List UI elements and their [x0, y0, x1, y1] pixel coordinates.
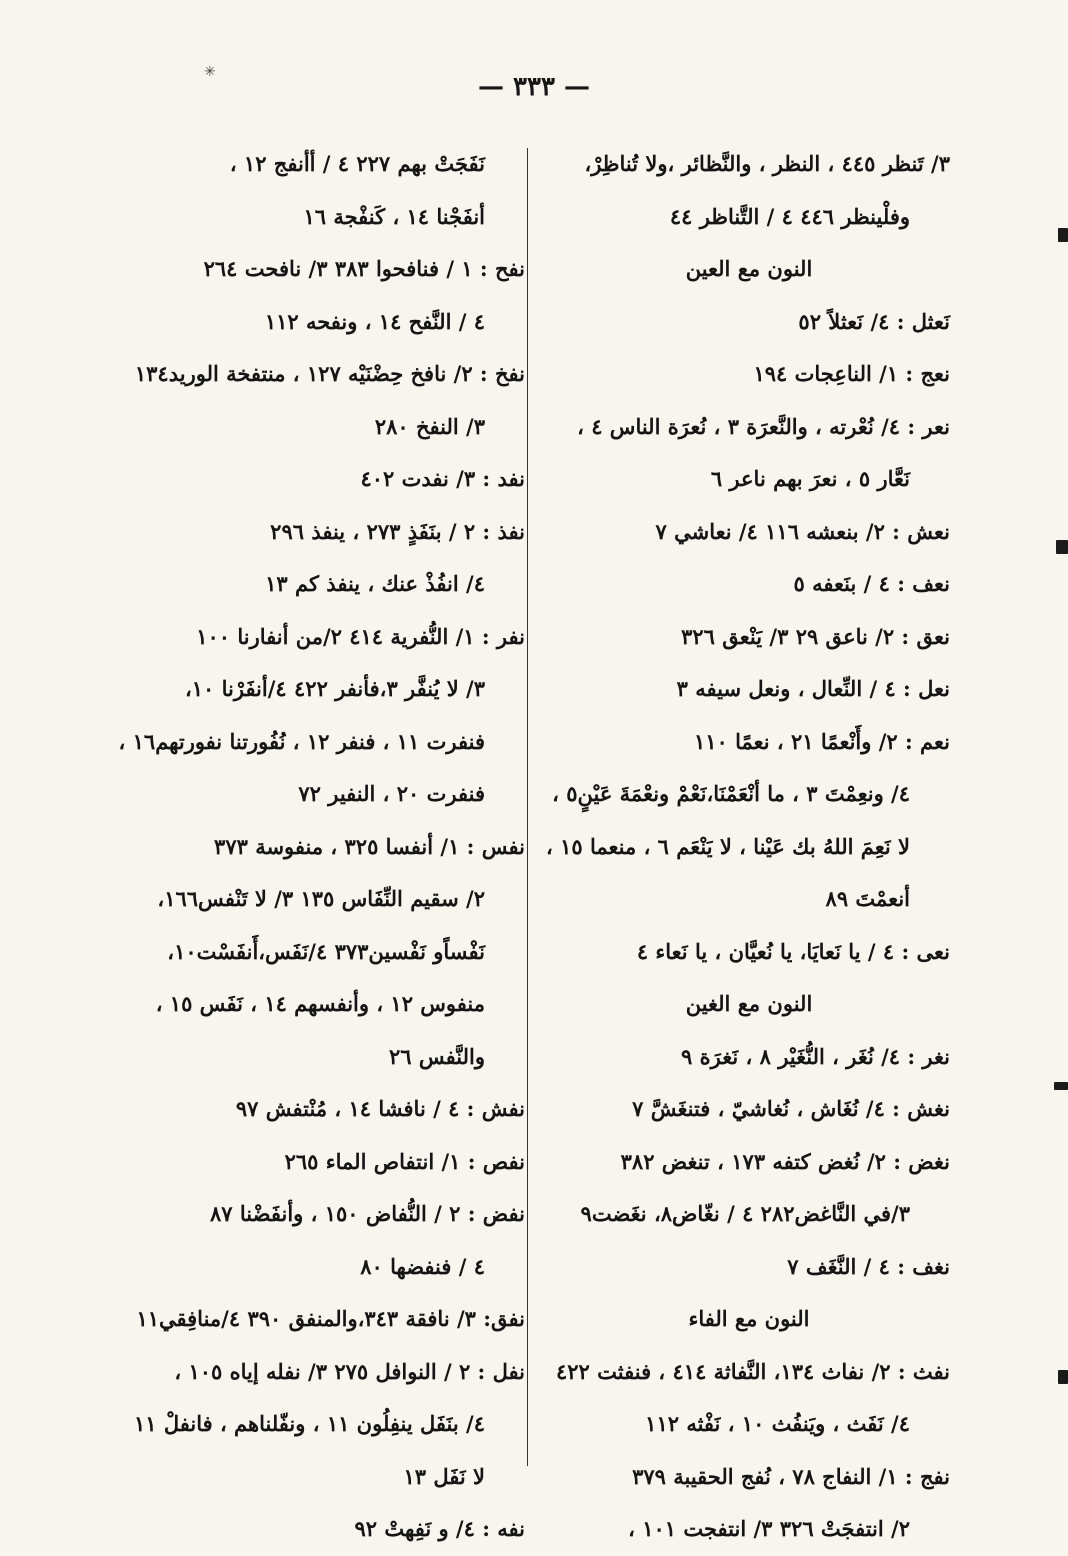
edge-mark-icon	[1058, 1370, 1068, 1384]
entry-line: نفش : ٤ / نافشا ١٤ ، مُنْتفش ٩٧	[235, 1096, 525, 1121]
entry-line: ٤ / فنفضها ٨٠	[360, 1253, 485, 1279]
section-heading: النون مع الغين	[685, 991, 813, 1016]
entry-line: نفح : ١ / فنافحوا ٣٨٣ ٣/ نافحت ٢٦٤	[203, 256, 525, 281]
entry-line: نفث : ٢/ نفاث ١٣٤، النَّفاثة ٤١٤ ، فنفثت ٤٢٢	[556, 1358, 950, 1384]
entry-line: ٤ / النَّفح ١٤ ، ونفحه ١١٢	[264, 308, 485, 334]
entry-line: نغر : ٤/ نُغَر ، النُّغَيْر ٨ ، نَغرَة ٩	[681, 1043, 950, 1069]
entry-line: نَفَجَتْ بهم ٢٢٧ ٤ / أأنفج ١٢ ،	[229, 151, 485, 176]
right-column	[548, 138, 950, 1556]
entry-line: نعى : ٤ / يا نَعايَا، يا نُعيَّان ، يا نَعاء ٤	[636, 938, 950, 964]
left-column	[105, 138, 525, 1556]
entry-line: نفس : ١/ أنفسا ٣٢٥ ، منفوسة ٣٧٣	[214, 833, 525, 859]
entry-line: نغف : ٤ / النَّغَف ٧	[787, 1253, 950, 1279]
entry-line: نعف : ٤ / بنَعفه ٥	[793, 571, 950, 596]
entry-line: نفص : ١/ انتفاص الماء ٢٦٥	[284, 1148, 525, 1174]
entry-line: نعل : ٤ / النِّعال ، ونعل سيفه ٣	[676, 676, 950, 701]
entry-line: أنفَجْنا ١٤ ، كَنفْجة ١٦	[303, 203, 485, 229]
entry-line: ٢/ سقيم النِّفَاس ١٣٥ ٣/ لا تَنْفس١٦٦،	[157, 886, 485, 911]
edge-mark-icon	[1056, 540, 1068, 554]
entry-line: نَفْساًو نَفْسين٣٧٣ ٤/نَفَس،أَنفَسْت١٠،	[167, 938, 485, 964]
entry-line: منفوس ١٢ ، وأنفسهم ١٤ ، نَفَس ١٥ ،	[155, 991, 485, 1016]
entry-line: نفذ : ٢ / بنَفَذٍ ٢٧٣ ، ينفذ ٢٩٦	[270, 518, 525, 544]
entry-line: نعش : ٢/ بنعشه ١١٦ ٤/ نعاشي ٧	[655, 518, 950, 544]
entry-line: نفخ : ٢/ نافخ حِضْنَيْه ١٢٧ ، منتفخة الوريد١٣٤	[134, 361, 525, 386]
edge-mark-icon	[1054, 1082, 1068, 1090]
entry-line: نفض : ٢ / النُّفاض ١٥٠ ، وأنفَضْنا ٨٧	[210, 1201, 525, 1226]
entry-line: نغش : ٤/ نُغَاش ، نُغاشيّ ، فتنغَشَّ ٧	[632, 1096, 950, 1121]
entry-line: ٣/في النَّاغض٢٨٢ ٤ / نغّاض٨، نغَضت٩	[580, 1201, 910, 1226]
entry-line: والنَّفس ٢٦	[389, 1043, 485, 1069]
entry-line: نعر : ٤/ نُعْرته ، والنَّعرَة ٣ ، نُعرَة الناس ٤ ،	[577, 413, 950, 439]
entry-line: نفد : ٣/ نفدت ٤٠٢	[360, 466, 525, 491]
entry-line: فنفرت ٢٠ ، النفير ٧٢	[298, 781, 485, 806]
column-divider	[527, 148, 528, 1466]
entry-line: نفل : ٢ / النوافل ٢٧٥ ٣/ نفله إياه ١٠٥ ،	[174, 1358, 525, 1384]
entry-line: ٣/ لا يُنفَّر ٣،فأنفر ٤٢٢ ٤/أنفَرْنا ١٠،	[184, 676, 485, 701]
entry-line: ٣/ النفخ ٢٨٠	[374, 413, 485, 439]
entry-line: نفه : ٤/ و نَفِهتْ ٩٢	[354, 1516, 525, 1541]
entry-line: نفر : ١/ النُّفرية ٤١٤ ٢/من أنفارنا ١٠٠	[196, 623, 525, 649]
entry-line: نَعثل : ٤/ نَعثلاً ٥٢	[798, 308, 950, 334]
entry-line: وفلْينظر ٤٤٦ ٤ / التَّناظر ٤٤	[669, 203, 910, 229]
entry-line: نعق : ٢/ ناعق ٢٩ ٣/ يَنْعق ٣٢٦	[681, 623, 950, 649]
entry-line: أنعمْتَ ٨٩	[825, 886, 910, 911]
entry-line: ٣/ تَنظر ٤٤٥ ، النظر ، والنَّظائر ،ولا تُناظِرْ،	[584, 151, 950, 176]
entry-line: فنفرت ١١ ، فنفر ١٢ ، نُفُورتنا نفورتهم١٦ ،	[118, 728, 485, 754]
page-number: — ٣٣٣ —	[477, 72, 591, 102]
entry-line: نغض : ٢/ نُغض كتفه ١٧٣ ، تنغض ٣٨٢	[620, 1148, 950, 1174]
entry-line: نَعَّار ٥ ، نعرَ بهم ناعر ٦	[710, 466, 910, 491]
entry-line: لا نَعِمَ اللهُ بك عَيْنا ، لا يَنْعَم ٦ ، منعما ١٥ ،	[546, 833, 910, 859]
entry-line: ٤/ بنَفَل ينفِلُون ١١ ، ونفّلناهم ، فانفلْ ١١	[133, 1411, 485, 1436]
edge-mark-icon	[1058, 228, 1068, 242]
entry-line: نفج : ١/ النفاج ٧٨ ، نُفج الحقيبة ٣٧٩	[632, 1463, 950, 1489]
section-heading: النون مع الفاء	[688, 1306, 810, 1331]
entry-line: ٤/ نَفَث ، ويَنفُث ١٠ ، نَفْثه ١١٢	[645, 1411, 910, 1436]
entry-line: نعم : ٢/ وأَنْعمًا ٢١ ، نعمًا ١١٠	[693, 728, 950, 754]
entry-line: ٢/ انتفجَتْ ٣٢٦ ٣/ انتفجت ١٠١ ،	[628, 1516, 910, 1541]
entry-line: ٤/ ونعِمْتَ ٣ ، ما أنْعَمْنَا،نَعْمْ ونعْمَةَ عَيْنٍ٥ ،	[552, 781, 910, 806]
entry-line: ٤/ انفُذْ عنك ، ينفذ كم ١٣	[265, 571, 485, 596]
entry-line: نعج : ١/ الناعِجات ١٩٤	[753, 361, 950, 386]
star-mark-icon: ✳	[204, 64, 216, 80]
section-heading: النون مع العين	[685, 256, 813, 281]
entry-line: لا نَفَل ١٣	[403, 1463, 485, 1489]
entry-line: نفق: ٣/ نافقة ٣٤٣،والمنفق ٣٩٠ ٤/منافِقي١١	[136, 1306, 525, 1331]
